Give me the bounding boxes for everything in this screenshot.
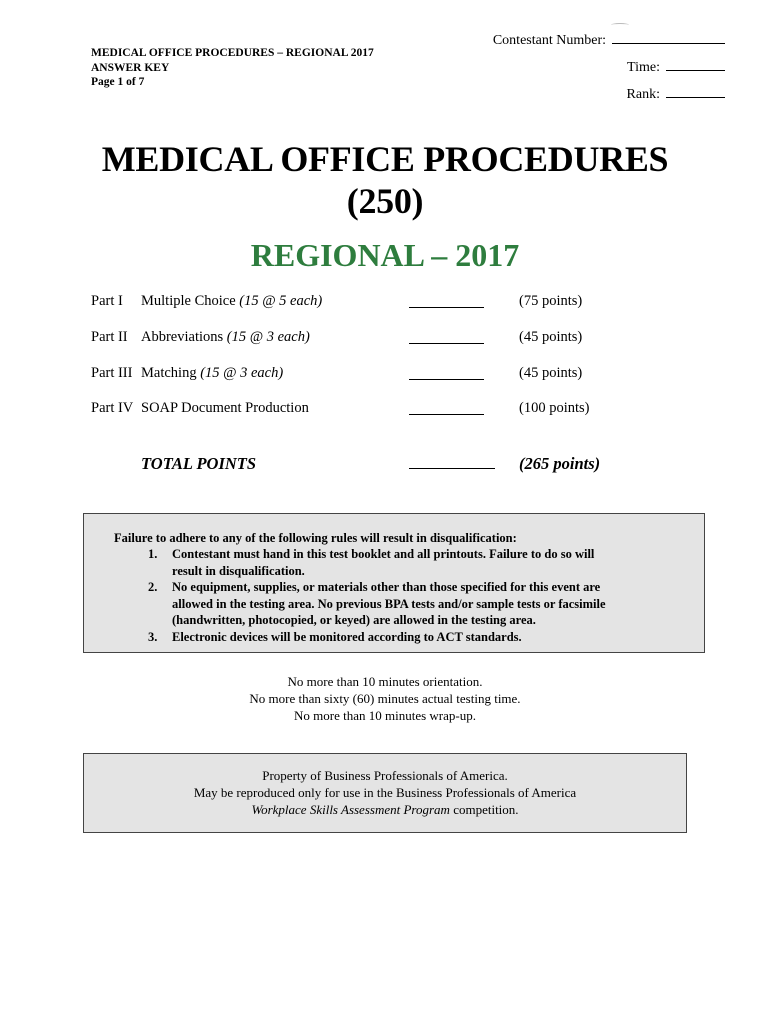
rules-box [83, 513, 705, 653]
rules-list [148, 546, 672, 645]
score-row [91, 400, 691, 420]
part-description: Multiple Choice (15 @ 5 each) [141, 293, 323, 309]
score-row [91, 329, 691, 349]
event-code: (250) [346, 181, 424, 221]
regional-heading: REGIONAL – 2017 [250, 237, 520, 273]
score-blank[interactable] [409, 365, 484, 380]
wrap-up-time: No more than 10 minutes wrap-up. [294, 708, 476, 723]
part-description: Abbreviations (15 @ 3 each) [141, 329, 310, 345]
header-subtitle: ANSWER KEY [91, 61, 170, 74]
part-number: Part I [91, 293, 123, 309]
time-limits [0, 673, 770, 724]
contestant-number-field[interactable] [493, 31, 725, 49]
time-blank[interactable] [666, 58, 725, 71]
rule-item: 3. Electronic devices will be monitored according to ACT standards. [148, 629, 522, 644]
score-row [91, 293, 691, 313]
document-header [91, 46, 374, 90]
score-blank[interactable] [409, 293, 484, 308]
contestant-number-label: Contestant Number: [492, 33, 606, 48]
header-title: MEDICAL OFFICE PROCEDURES – REGIONAL 2017 [91, 47, 374, 59]
rule-item: 1. Contestant must hand in this test booklet and all printouts. Failure to do so will result in disqualification. [148, 547, 595, 578]
total-row [91, 454, 691, 474]
total-score-blank[interactable] [409, 454, 495, 469]
part-detail: (15 @ 3 each) [200, 365, 284, 381]
score-row [91, 365, 691, 385]
header-page-number: Page 1 of 7 [91, 76, 145, 88]
part-points: (75 points) [519, 293, 583, 309]
part-description: Matching (15 @ 3 each) [141, 365, 284, 381]
contestant-number-blank[interactable] [612, 31, 725, 44]
orientation-time: No more than 10 minutes orientation. [287, 674, 483, 689]
reproduction-line: May be reproduced only for use in the Business Professionals of America [193, 785, 577, 800]
rank-field[interactable] [627, 85, 725, 103]
part-description: SOAP Document Production [141, 400, 309, 416]
part-number: Part IV [91, 400, 134, 416]
rules-intro: Failure to adhere to any of the following rules will result in disqualification: [114, 531, 517, 545]
rule-item: 2. No equipment, supplies, or materials other than those specified for this event are allowed in the testing area. No previous BPA tests and/or sample tests or facsimile (handwritten, photocopied, or keyed) are allowed in the testing area. [148, 580, 606, 627]
part-number: Part II [91, 329, 128, 345]
rank-blank[interactable] [666, 85, 725, 98]
part-detail: (15 @ 3 each) [226, 329, 310, 345]
part-number: Part III [91, 365, 133, 381]
page-title: MEDICAL OFFICE PROCEDURES [101, 139, 669, 179]
property-line: Property of Business Professionals of America. [262, 768, 508, 783]
part-detail: (15 @ 5 each) [239, 293, 323, 309]
part-points: (45 points) [519, 329, 583, 345]
part-points: (100 points) [519, 400, 590, 416]
part-points: (45 points) [519, 365, 583, 381]
program-line: Workplace Skills Assessment Program competition. [251, 802, 519, 817]
total-points: (265 points) [519, 454, 601, 473]
property-notice [83, 753, 687, 833]
decorative-mark [611, 23, 629, 27]
testing-time: No more than sixty (60) minutes actual testing time. [249, 691, 521, 706]
total-label: TOTAL POINTS [141, 454, 257, 473]
rank-label: Rank: [626, 87, 660, 102]
score-blank[interactable] [409, 329, 484, 344]
time-field[interactable] [627, 58, 725, 76]
time-label: Time: [627, 60, 660, 75]
score-blank[interactable] [409, 400, 484, 415]
